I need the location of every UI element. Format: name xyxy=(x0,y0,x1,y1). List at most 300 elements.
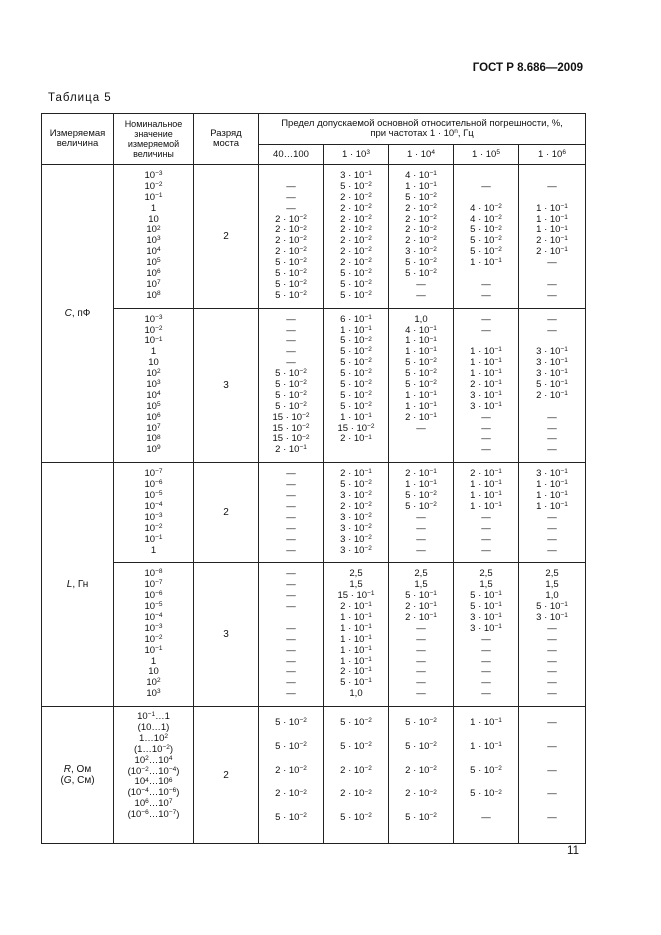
error-limit-value: $1 \cdot 10^{-1}$ xyxy=(470,257,502,269)
error-limit-value: $5 \cdot 10^{-2}$ xyxy=(405,812,437,824)
error-limit-cell-4 xyxy=(454,707,519,844)
error-limit-cell-3 xyxy=(389,463,454,563)
error-limit-value: — xyxy=(547,788,557,800)
error-limit-value: — xyxy=(481,433,491,445)
error-limit-value: — xyxy=(481,422,491,434)
error-limit-value: — xyxy=(547,324,557,336)
error-limit-value: $5 \cdot 10^{-2}$ xyxy=(340,335,372,347)
error-limit-value: $1 \cdot 10^{-1}$ xyxy=(536,202,568,214)
error-limit-value: $5 \cdot 10^{-2}$ xyxy=(275,368,307,380)
error-limit-value: — xyxy=(286,533,296,545)
error-limit-value: — xyxy=(547,289,557,301)
error-limit-value: — xyxy=(547,655,557,667)
error-limit-value: $3 \cdot 10^{-1}$ xyxy=(536,357,568,369)
error-limit-value: $2 \cdot 10^{-2}$ xyxy=(340,246,372,258)
error-limit-value: $5 \cdot 10^{-2}$ xyxy=(470,235,502,247)
error-limit-value: — xyxy=(286,544,296,556)
error-limit-value: 2,5 xyxy=(479,568,493,580)
error-limit-value: — xyxy=(416,622,426,634)
error-limit-value: $2 \cdot 10^{-2}$ xyxy=(340,213,372,225)
quantity-alt-label: (G, См) xyxy=(60,775,95,787)
error-limit-cell-4 xyxy=(454,463,519,563)
error-limit-value: 2,5 xyxy=(414,568,428,580)
nominal-value: $10^7$ xyxy=(146,278,161,290)
header-frequency-5: $1 \cdot 10^6$ xyxy=(519,145,586,165)
error-limit-value: $1 \cdot 10^{-1}$ xyxy=(340,611,372,623)
error-limit-value: $5 \cdot 10^{-1}$ xyxy=(536,379,568,391)
error-limit-value: $3 \cdot 10^{-2}$ xyxy=(340,544,372,556)
error-limit-cell-2 xyxy=(324,707,389,844)
nominal-value: $10^4\dots 10^6$ xyxy=(134,776,173,788)
error-limit-value: $2 \cdot 10^{-1}$ xyxy=(470,468,502,480)
error-limit-value: $2 \cdot 10^{-2}$ xyxy=(340,788,372,800)
error-limit-cell-5 xyxy=(519,563,586,707)
accuracy-table xyxy=(41,113,586,844)
error-limit-value: $6 \cdot 10^{-1}$ xyxy=(340,313,372,325)
error-limit-cell-4 xyxy=(454,165,519,309)
nominal-value: $(1\dots 10^{-2})$ xyxy=(133,743,174,755)
error-limit-value: — xyxy=(481,313,491,325)
table-row xyxy=(42,463,586,563)
error-limit-value: — xyxy=(547,257,557,269)
error-limit-value: $5 \cdot 10^{-2}$ xyxy=(340,379,372,391)
error-limit-value: — xyxy=(416,655,426,667)
error-limit-value: — xyxy=(286,622,296,634)
error-limit-value: $5 \cdot 10^{-2}$ xyxy=(340,740,372,752)
error-limit-value: — xyxy=(547,180,557,192)
error-limit-cell-5 xyxy=(519,707,586,844)
error-limit-value: 1,5 xyxy=(545,579,559,591)
error-limit-value: — xyxy=(547,433,557,445)
nominal-value: $10^{-4}$ xyxy=(144,500,163,512)
error-limit-value: — xyxy=(286,313,296,325)
error-limit-value: $5 \cdot 10^{-2}$ xyxy=(405,490,437,502)
error-limit-value: — xyxy=(416,511,426,523)
nominal-cell xyxy=(114,707,194,844)
error-limit-value: $3 \cdot 10^{-1}$ xyxy=(340,170,372,181)
error-limit-value: $15 \cdot 10^{-2}$ xyxy=(272,422,310,434)
error-limit-value: — xyxy=(286,677,296,689)
header-error-limit-line1: Предел допускаемой основной относительной погрешности, %, xyxy=(281,118,563,130)
error-limit-value: $5 \cdot 10^{-2}$ xyxy=(405,357,437,369)
error-limit-cell-1 xyxy=(259,563,324,707)
error-limit-value: — xyxy=(286,633,296,645)
error-limit-value: $5 \cdot 10^{-2}$ xyxy=(470,764,502,776)
error-limit-value: $1 \cdot 10^{-1}$ xyxy=(340,655,372,667)
nominal-value: $10^4$ xyxy=(146,246,161,258)
nominal-value: $10^2$ xyxy=(146,677,161,689)
error-limit-value: $5 \cdot 10^{-1}$ xyxy=(470,590,502,602)
error-limit-value: $2 \cdot 10^{-1}$ xyxy=(405,468,437,480)
error-limit-value: $5 \cdot 10^{-2}$ xyxy=(340,368,372,380)
error-limit-value: $1 \cdot 10^{-1}$ xyxy=(340,324,372,336)
error-limit-value: $5 \cdot 10^{-2}$ xyxy=(405,740,437,752)
error-limit-value: $4 \cdot 10^{-2}$ xyxy=(470,202,502,214)
error-limit-value: — xyxy=(547,717,557,729)
error-limit-value: $1 \cdot 10^{-1}$ xyxy=(536,479,568,491)
error-limit-value: 2,5 xyxy=(349,568,363,580)
error-limit-value: — xyxy=(416,677,426,689)
error-limit-value: $15 \cdot 10^{-2}$ xyxy=(337,422,375,434)
error-limit-value: — xyxy=(286,324,296,336)
error-limit-value: — xyxy=(481,655,491,667)
nominal-value: $10^{-6}$ xyxy=(144,590,163,602)
bridge-rank-cell: 2 xyxy=(194,707,259,844)
error-limit-value: $5 \cdot 10^{-2}$ xyxy=(405,257,437,269)
error-limit-value: $15 \cdot 10^{-2}$ xyxy=(272,411,310,423)
error-limit-value: $2 \cdot 10^{-2}$ xyxy=(340,500,372,512)
quantity-label: L, Гн xyxy=(66,579,89,591)
error-limit-value: — xyxy=(547,444,557,456)
error-limit-value: — xyxy=(481,544,491,556)
error-limit-value: — xyxy=(547,740,557,752)
error-limit-cell-2 xyxy=(324,165,389,309)
error-limit-value: — xyxy=(286,568,296,580)
error-limit-value: — xyxy=(416,544,426,556)
nominal-cell xyxy=(114,463,194,563)
error-limit-value: — xyxy=(481,180,491,192)
error-limit-value: $2 \cdot 10^{-2}$ xyxy=(340,764,372,776)
header-frequency-1: 40…100 xyxy=(259,145,324,165)
error-limit-value: — xyxy=(481,511,491,523)
error-limit-value: — xyxy=(547,764,557,776)
error-limit-value: $2 \cdot 10^{-2}$ xyxy=(405,235,437,247)
error-limit-value: $1 \cdot 10^{-1}$ xyxy=(405,479,437,491)
nominal-value: $(10^{-4}\dots 10^{-6})$ xyxy=(127,787,180,799)
error-limit-value: $2 \cdot 10^{-2}$ xyxy=(405,213,437,225)
table-row xyxy=(42,165,586,309)
nominal-value: $10^{-1}$ xyxy=(144,644,163,656)
bridge-rank-cell: 2 xyxy=(194,463,259,563)
error-limit-value: — xyxy=(481,633,491,645)
error-limit-value: 1,0 xyxy=(349,688,363,700)
error-limit-value: $3 \cdot 10^{-1}$ xyxy=(470,622,502,634)
error-limit-value: — xyxy=(547,677,557,689)
error-limit-value: $5 \cdot 10^{-2}$ xyxy=(340,357,372,369)
error-limit-cell-2 xyxy=(324,463,389,563)
error-limit-value: $2 \cdot 10^{-1}$ xyxy=(470,379,502,391)
error-limit-value: $3 \cdot 10^{-1}$ xyxy=(536,468,568,480)
error-limit-value xyxy=(389,445,453,456)
error-limit-value: $2 \cdot 10^{-1}$ xyxy=(405,601,437,613)
table-row xyxy=(42,707,586,844)
nominal-value: $10^6$ xyxy=(146,268,161,280)
nominal-value: $10^{-1}$ xyxy=(144,191,163,203)
error-limit-cell-5 xyxy=(519,463,586,563)
error-limit-value: — xyxy=(416,666,426,678)
error-limit-value: — xyxy=(286,479,296,491)
error-limit-value: $2 \cdot 10^{-1}$ xyxy=(536,389,568,401)
error-limit-value: $2 \cdot 10^{-2}$ xyxy=(340,257,372,269)
error-limit-value: $1 \cdot 10^{-1}$ xyxy=(470,490,502,502)
error-limit-value: $1 \cdot 10^{-1}$ xyxy=(405,335,437,347)
error-limit-value: $1 \cdot 10^{-1}$ xyxy=(405,346,437,358)
error-limit-value: $5 \cdot 10^{-2}$ xyxy=(275,400,307,412)
error-limit-value: $5 \cdot 10^{-2}$ xyxy=(275,257,307,269)
error-limit-value: — xyxy=(547,522,557,534)
error-limit-value: $2 \cdot 10^{-1}$ xyxy=(340,468,372,480)
error-limit-cell-2 xyxy=(324,308,389,463)
error-limit-value: — xyxy=(481,411,491,423)
error-limit-cell-3 xyxy=(389,308,454,463)
document-code: ГОСТ Р 8.686—2009 xyxy=(472,62,583,74)
error-limit-value: $3 \cdot 10^{-2}$ xyxy=(340,522,372,534)
error-limit-value: $2 \cdot 10^{-2}$ xyxy=(275,224,307,236)
error-limit-cell-2 xyxy=(324,563,389,707)
error-limit-value: — xyxy=(286,180,296,192)
error-limit-value: $2 \cdot 10^{-1}$ xyxy=(536,235,568,247)
error-limit-value: 1,0 xyxy=(545,590,559,602)
error-limit-value: — xyxy=(416,633,426,645)
error-limit-value: $1 \cdot 10^{-1}$ xyxy=(470,346,502,358)
error-limit-cell-3 xyxy=(389,165,454,309)
error-limit-value: $1 \cdot 10^{-1}$ xyxy=(405,180,437,192)
error-limit-value: $5 \cdot 10^{-2}$ xyxy=(470,224,502,236)
nominal-value: $10^{-1}$ xyxy=(144,335,163,347)
error-limit-value: $1 \cdot 10^{-1}$ xyxy=(340,633,372,645)
error-limit-value: — xyxy=(286,655,296,667)
error-limit-value: $1 \cdot 10^{-1}$ xyxy=(470,717,502,729)
error-limit-value: $1 \cdot 10^{-1}$ xyxy=(536,224,568,236)
error-limit-value: — xyxy=(286,468,296,480)
error-limit-value: $5 \cdot 10^{-2}$ xyxy=(275,389,307,401)
nominal-cell xyxy=(114,165,194,309)
nominal-value: 1 xyxy=(150,544,157,556)
header-frequency-4: $1 \cdot 10^5$ xyxy=(454,145,519,165)
error-limit-value: 1,5 xyxy=(479,579,493,591)
error-limit-value: — xyxy=(547,533,557,545)
error-limit-value: — xyxy=(286,511,296,523)
error-limit-value: — xyxy=(481,324,491,336)
error-limit-value: $3 \cdot 10^{-1}$ xyxy=(470,389,502,401)
error-limit-value: $1 \cdot 10^{-1}$ xyxy=(470,740,502,752)
nominal-value: $10^4$ xyxy=(146,389,161,401)
error-limit-value: $2 \cdot 10^{-1}$ xyxy=(405,411,437,423)
header-error-limit xyxy=(259,114,586,145)
error-limit-value: $3 \cdot 10^{-2}$ xyxy=(340,511,372,523)
nominal-value: $10^7$ xyxy=(146,422,161,434)
error-limit-cell-1 xyxy=(259,308,324,463)
nominal-value: $(10^{-6}\dots 10^{-7})$ xyxy=(127,809,180,821)
error-limit-value: — xyxy=(286,590,296,602)
error-limit-value: — xyxy=(547,688,557,700)
error-limit-value: $5 \cdot 10^{-2}$ xyxy=(405,268,437,280)
error-limit-value: $5 \cdot 10^{-2}$ xyxy=(275,717,307,729)
nominal-value: 1 xyxy=(150,346,157,358)
error-limit-cell-5 xyxy=(519,165,586,309)
error-limit-value: — xyxy=(286,191,296,203)
error-limit-cell-1 xyxy=(259,707,324,844)
error-limit-cell-4 xyxy=(454,308,519,463)
error-limit-value: $1 \cdot 10^{-1}$ xyxy=(470,368,502,380)
error-limit-value: $5 \cdot 10^{-2}$ xyxy=(405,500,437,512)
error-limit-value: $4 \cdot 10^{-1}$ xyxy=(405,170,437,181)
error-limit-value: — xyxy=(481,522,491,534)
error-limit-value: $5 \cdot 10^{-2}$ xyxy=(275,289,307,301)
nominal-value: $10^5$ xyxy=(146,400,161,412)
error-limit-value: — xyxy=(547,633,557,645)
header-nominal-value: Номинальное значение измеряемой величины xyxy=(114,114,194,165)
nominal-value: 1 xyxy=(150,655,157,667)
nominal-value: 10 xyxy=(148,357,159,369)
error-limit-value xyxy=(324,445,388,456)
error-limit-value: — xyxy=(416,289,426,301)
error-limit-value: $2 \cdot 10^{-2}$ xyxy=(405,224,437,236)
error-limit-value: $3 \cdot 10^{-2}$ xyxy=(340,490,372,502)
error-limit-value: — xyxy=(481,278,491,290)
error-limit-value: — xyxy=(286,490,296,502)
error-limit-value: — xyxy=(416,644,426,656)
error-limit-value: $5 \cdot 10^{-2}$ xyxy=(275,268,307,280)
error-limit-value: — xyxy=(547,313,557,325)
header-bridge-rank: Разряд моста xyxy=(194,114,259,165)
error-limit-value: $5 \cdot 10^{-2}$ xyxy=(340,180,372,192)
error-limit-cell-4 xyxy=(454,563,519,707)
nominal-value: $10^{-2}$ xyxy=(144,324,163,336)
header-frequency-3: $1 \cdot 10^4$ xyxy=(389,145,454,165)
error-limit-value: — xyxy=(286,644,296,656)
error-limit-value: — xyxy=(481,533,491,545)
error-limit-value: $3 \cdot 10^{-1}$ xyxy=(536,611,568,623)
error-limit-value: $1 \cdot 10^{-1}$ xyxy=(470,500,502,512)
table-row xyxy=(42,308,586,463)
error-limit-value: $5 \cdot 10^{-2}$ xyxy=(275,278,307,290)
nominal-value: $10^{-4}$ xyxy=(144,611,163,623)
error-limit-value: — xyxy=(286,579,296,591)
nominal-value: $10^{-8}$ xyxy=(144,568,163,580)
error-limit-cell-1 xyxy=(259,165,324,309)
error-limit-value: — xyxy=(547,278,557,290)
error-limit-value: $2 \cdot 10^{-2}$ xyxy=(340,202,372,214)
nominal-value: $10^3$ xyxy=(146,688,161,700)
nominal-cell xyxy=(114,308,194,463)
quantity-label: C, пФ xyxy=(64,308,91,320)
nominal-value: $10^{-3}$ xyxy=(144,511,163,523)
error-limit-value: $2 \cdot 10^{-2}$ xyxy=(275,764,307,776)
error-limit-value: — xyxy=(481,688,491,700)
bridge-rank-cell: 3 xyxy=(194,308,259,463)
error-limit-value: — xyxy=(416,422,426,434)
error-limit-value: $3 \cdot 10^{-1}$ xyxy=(536,368,568,380)
error-limit-value: — xyxy=(286,688,296,700)
error-limit-value: $15 \cdot 10^{-1}$ xyxy=(337,590,375,602)
error-limit-value: $2 \cdot 10^{-1}$ xyxy=(275,444,307,456)
error-limit-value: $1 \cdot 10^{-1}$ xyxy=(340,411,372,423)
header-quantity: Измеряемая величина xyxy=(42,114,114,165)
nominal-value: $10^{-7}$ xyxy=(144,468,163,480)
nominal-value: $10^3$ xyxy=(146,379,161,391)
error-limit-value: $1 \cdot 10^{-1}$ xyxy=(470,479,502,491)
error-limit-value: $2 \cdot 10^{-2}$ xyxy=(275,788,307,800)
error-limit-value: — xyxy=(416,688,426,700)
error-limit-value: $5 \cdot 10^{-2}$ xyxy=(340,717,372,729)
error-limit-cell-3 xyxy=(389,707,454,844)
error-limit-value: $5 \cdot 10^{-2}$ xyxy=(405,368,437,380)
error-limit-value: — xyxy=(481,289,491,301)
error-limit-cell-1 xyxy=(259,463,324,563)
quantity-cell xyxy=(42,707,114,844)
error-limit-value: — xyxy=(286,522,296,534)
nominal-value: $10^{-2}$ xyxy=(144,180,163,192)
error-limit-value: $2 \cdot 10^{-2}$ xyxy=(340,235,372,247)
error-limit-value: — xyxy=(416,278,426,290)
nominal-value: $10^6$ xyxy=(146,411,161,423)
nominal-value: $10^{-7}$ xyxy=(144,579,163,591)
table-row xyxy=(42,563,586,707)
nominal-value: (10…1) xyxy=(137,721,170,733)
nominal-value: $10^{-5}$ xyxy=(144,601,163,613)
error-limit-value: — xyxy=(547,422,557,434)
error-limit-value: $5 \cdot 10^{-2}$ xyxy=(340,389,372,401)
error-limit-value: 1,0 xyxy=(414,313,428,325)
error-limit-value: $5 \cdot 10^{-2}$ xyxy=(405,717,437,729)
error-limit-value: $1 \cdot 10^{-1}$ xyxy=(340,622,372,634)
error-limit-value: $2 \cdot 10^{-1}$ xyxy=(536,246,568,258)
error-limit-value: — xyxy=(481,644,491,656)
error-limit-value: — xyxy=(286,335,296,347)
error-limit-value: — xyxy=(547,644,557,656)
error-limit-value: $2 \cdot 10^{-2}$ xyxy=(340,224,372,236)
error-limit-value: $1 \cdot 10^{-1}$ xyxy=(470,357,502,369)
nominal-value: $10^{-2}$ xyxy=(144,633,163,645)
nominal-value: $10^{-1}\dots 1$ xyxy=(137,711,170,723)
quantity-cell xyxy=(42,165,114,463)
error-limit-value: 1,5 xyxy=(349,579,363,591)
quantity-label: R, Ом xyxy=(63,764,92,776)
error-limit-value: $2 \cdot 10^{-2}$ xyxy=(340,191,372,203)
nominal-value: $10^{-3}$ xyxy=(144,170,163,181)
error-limit-value: $15 \cdot 10^{-2}$ xyxy=(272,433,310,445)
error-limit-value: $5 \cdot 10^{-2}$ xyxy=(275,379,307,391)
error-limit-value: $5 \cdot 10^{-2}$ xyxy=(340,289,372,301)
page-number: 11 xyxy=(567,845,579,857)
error-limit-value: $5 \cdot 10^{-2}$ xyxy=(340,479,372,491)
error-limit-value: — xyxy=(286,500,296,512)
error-limit-value: $1 \cdot 10^{-1}$ xyxy=(405,389,437,401)
nominal-value: $10^{-3}$ xyxy=(144,622,163,634)
error-limit-value: $1 \cdot 10^{-1}$ xyxy=(405,400,437,412)
error-limit-value: 1,5 xyxy=(414,579,428,591)
error-limit-value: — xyxy=(286,346,296,358)
nominal-value: $10^{-5}$ xyxy=(144,490,163,502)
error-limit-value: $2 \cdot 10^{-2}$ xyxy=(275,213,307,225)
error-limit-value: $1 \cdot 10^{-1}$ xyxy=(536,490,568,502)
error-limit-value: $2 \cdot 10^{-2}$ xyxy=(275,246,307,258)
error-limit-value: $2 \cdot 10^{-2}$ xyxy=(405,764,437,776)
error-limit-value: — xyxy=(547,666,557,678)
error-limit-value: — xyxy=(481,666,491,678)
error-limit-value: $5 \cdot 10^{-2}$ xyxy=(340,400,372,412)
error-limit-value: $1 \cdot 10^{-1}$ xyxy=(340,644,372,656)
error-limit-value: — xyxy=(286,601,296,613)
error-limit-value: — xyxy=(481,812,491,824)
table-caption: Таблица 5 xyxy=(48,92,112,104)
nominal-value: 10 xyxy=(148,666,159,678)
error-limit-value: 2,5 xyxy=(545,568,559,580)
nominal-value: $10^8$ xyxy=(146,289,161,301)
nominal-value: $10^2\dots 10^4$ xyxy=(134,754,173,766)
nominal-value: 1 xyxy=(150,202,157,214)
error-limit-value: $5 \cdot 10^{-1}$ xyxy=(405,590,437,602)
error-limit-value: $5 \cdot 10^{-2}$ xyxy=(340,812,372,824)
error-limit-value: — xyxy=(416,522,426,534)
nominal-value: $10^2$ xyxy=(146,368,161,380)
error-limit-cell-3 xyxy=(389,563,454,707)
error-limit-value: — xyxy=(547,411,557,423)
error-limit-value: $5 \cdot 10^{-2}$ xyxy=(340,278,372,290)
error-limit-value: — xyxy=(286,202,296,214)
error-limit-value: — xyxy=(481,677,491,689)
